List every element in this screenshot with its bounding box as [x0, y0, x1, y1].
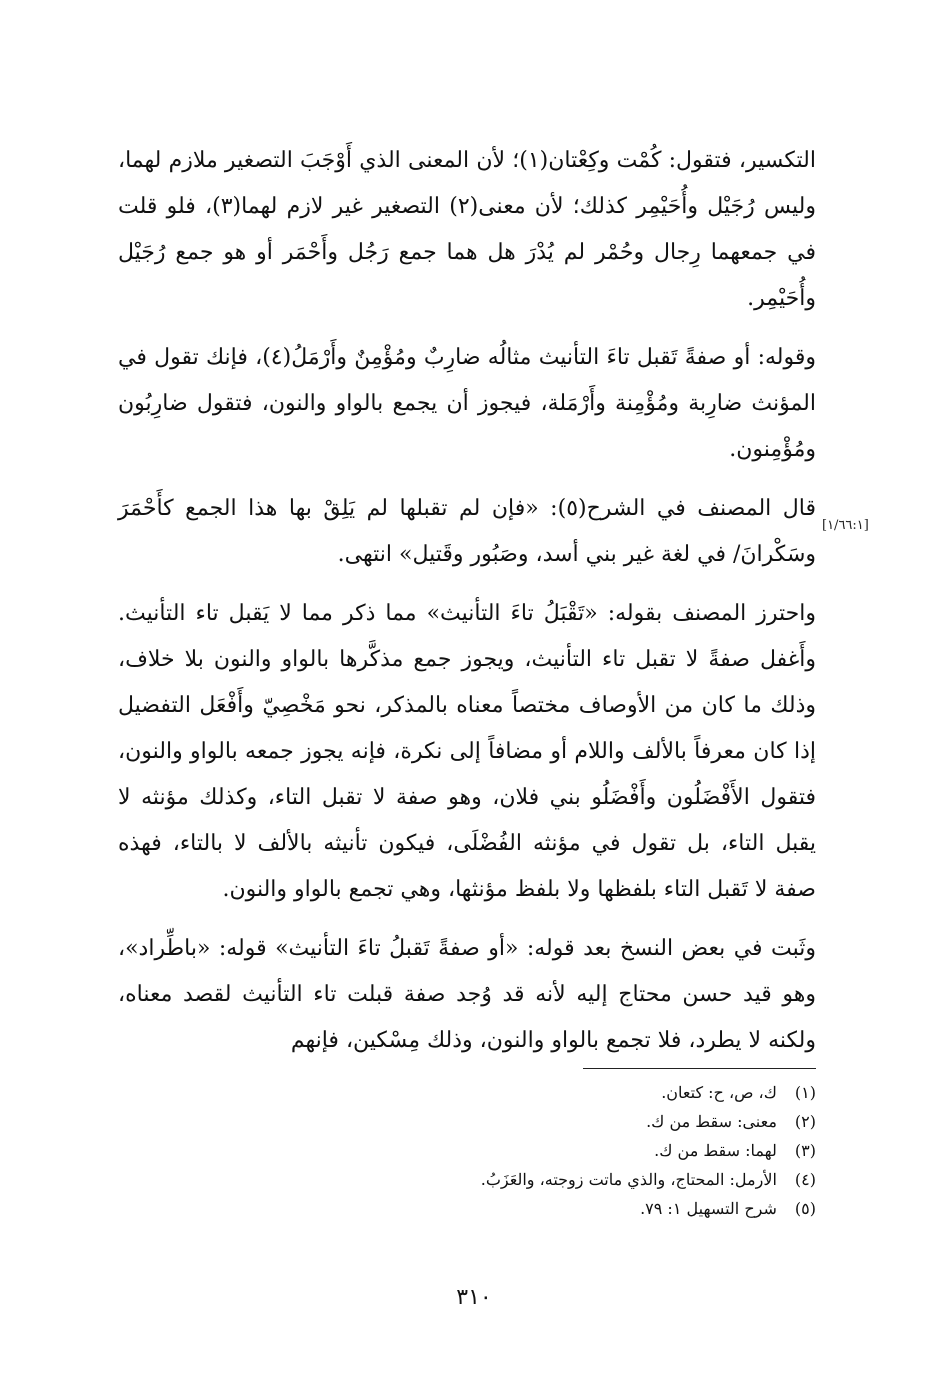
footnote-number: (٥) [794, 1199, 816, 1218]
paragraph-2: وقوله: أو صفةً تَقبل تاءَ التأنيث مثالُه ضارِبٌ ومُؤْمِنٌ وأَرْمَلُ(٤)، فإنك تقول في المؤنث ضارِبة ومُؤْمِنة وأَرْمَلة، فيجوز أن يجمع بالواو والنون، فتقول ضارِبُون ومُؤْمِنون. [118, 345, 816, 462]
paragraph-4: واحترز المصنف بقوله: «تَقْبَلُ تاءَ التأنيث» مما ذكر مما لا يَقبل تاء التأنيث. وأَغفل صفةً لا تقبل تاء التأنيث، ويجوز جمع مذكَّرها بالواو والنون بلا خلاف، وذلك ما كان من الأوصاف مختصاً معناه بالمذكر، نحو مَخْصِيّ وأَفْعَل التفضيل إذا كان معرفاً بالألف واللام أو مضافاً إلى نكرة، فإنه يجوز جمعه بالواو والنون، فتقول الأَفْضَلُون وأَفْضَلُو بني فلان، وهو صفة لا تقبل التاء، وكذلك مؤنثه لا يقبل التاء، بل تقول في مؤنثه الفُضْلَى، فيكون تأنيثه بالألف لا بالتاء، فهذه صفة لا تَقبل التاء بلفظها ولا بلفظ مؤنثها، وهي تجمع بالواو والنون. [118, 601, 816, 902]
paragraph-3: قال المصنف في الشرح(٥): «فإن لم تقبلها لم يَلِقْ بها هذا الجمع كأَحْمَرَ وسَكْرانَ/ في لغة غير بني أسد، وصَبُور وقَتيل» انتهى. [118, 496, 816, 567]
footnote-text: معنى: سقط من ك. [646, 1112, 777, 1131]
page-number: ٣١٠ [456, 1285, 492, 1310]
paragraph-1: التكسير، فتقول: كُمْت وكِعْتان(١)؛ لأن المعنى الذي أَوْجَبَ التصغير ملازم لهما، وليس رُجَيْل وأُحَيْمِر كذلك؛ لأن معنى(٢) التصغير غير لازم لهما(٣)، فلو قلت في جمعهما رِجال وحُمْر لم يُدْرَ هل هما جمع رَجُل وأَحْمَر أو هو جمع رُجَيْل وأُحَيْمِر. [118, 148, 816, 311]
footnote-item [256, 1194, 816, 1223]
footnote-number: (١) [794, 1083, 816, 1102]
footnote-item [256, 1107, 816, 1136]
footnote-divider [583, 1068, 816, 1069]
footnote-text: لهما: سقط من ك. [654, 1141, 777, 1160]
footnote-number: (٢) [794, 1112, 816, 1131]
paragraph-5: وثَبت في بعض النسخ بعد قوله: «أو صفةً تَقبلُ تاءَ التأنيث» قوله: «باطِّراد»، وهو قيد حسن محتاج إليه لأنه قد وُجد صفة قبلت تاء التأنيث لقصد معناه، ولكنه لا يطرد، فلا تجمع بالواو والنون، وذلك مِسْكين، فإنهم [118, 936, 816, 1053]
main-text [118, 138, 816, 1077]
footnotes [256, 1078, 816, 1223]
footnote-number: (٣) [794, 1141, 816, 1160]
footnote-number: (٤) [794, 1170, 816, 1189]
footnote-item [256, 1078, 816, 1107]
manuscript-folio-reference: [١/٦٦:١] [822, 518, 869, 533]
footnote-item [256, 1165, 816, 1194]
footnote-item [256, 1136, 816, 1165]
footnote-text: شرح التسهيل ١: ٧٩. [640, 1199, 777, 1218]
footnote-text: الأرمل: المحتاج، والذي ماتت زوجته، والعَزَبُ. [480, 1170, 777, 1189]
footnote-text: ك، ص، ح: كتعان. [661, 1083, 777, 1102]
